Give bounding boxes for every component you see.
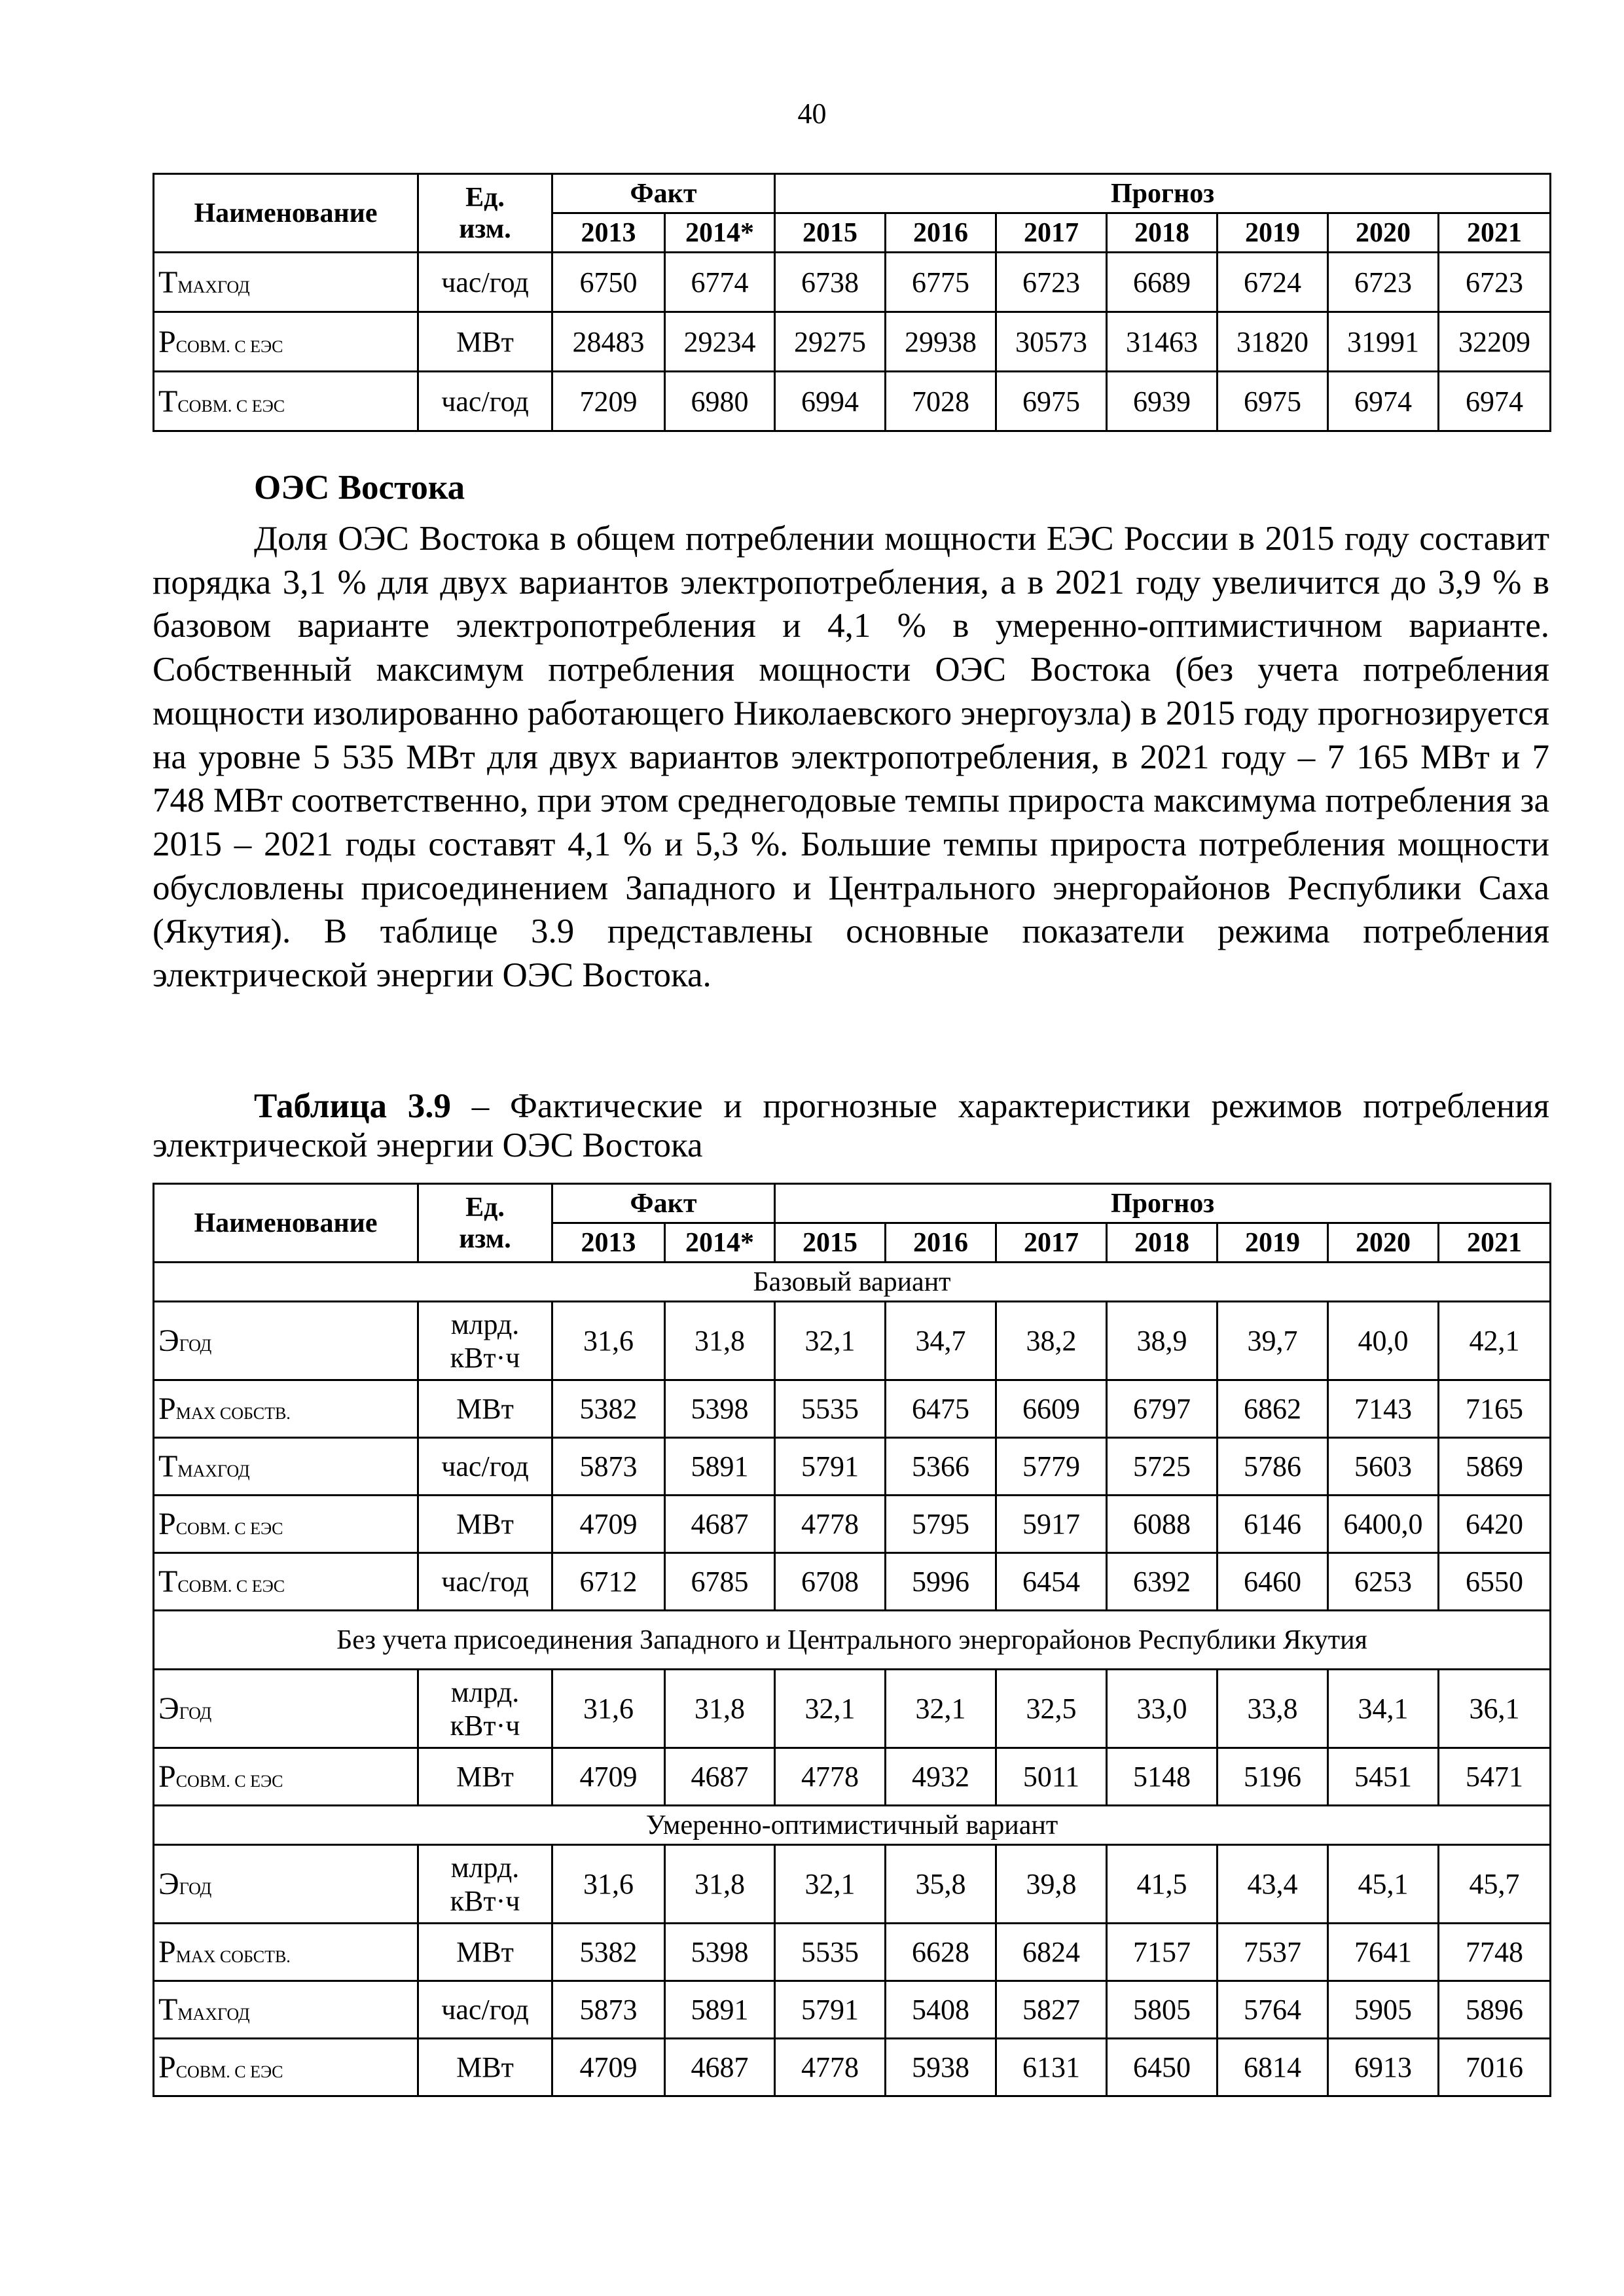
header-year: 2015 xyxy=(775,213,886,253)
header-year: 2016 xyxy=(886,213,996,253)
row-unit-line1: МВт xyxy=(456,1936,514,1968)
value-cell: 6824 xyxy=(996,1924,1107,1981)
value-cell: 5398 xyxy=(665,1924,775,1981)
table-caption-text: – Фактические и прогнозные характеристики режимов потребления электрической энергии ОЭС Востока xyxy=(153,1087,1549,1164)
section-row xyxy=(154,1806,1551,1845)
table-row xyxy=(154,1380,1551,1438)
value-cell: 6400,0 xyxy=(1328,1496,1439,1553)
row-unit-line2: кВт·ч xyxy=(450,1341,520,1374)
header-year: 2014* xyxy=(665,213,775,253)
value-cell: 39,8 xyxy=(996,1845,1107,1924)
table-row xyxy=(154,1553,1551,1611)
value-cell: 5451 xyxy=(1328,1748,1439,1806)
value-cell: 42,1 xyxy=(1439,1302,1551,1380)
value-cell: 31,8 xyxy=(665,1302,775,1380)
value-cell: 7028 xyxy=(886,372,996,431)
value-cell: 32,5 xyxy=(996,1670,1107,1748)
value-cell: 34,7 xyxy=(886,1302,996,1380)
row-indicator xyxy=(154,253,418,312)
value-cell: 5873 xyxy=(552,1438,665,1496)
indicator-symbol: P xyxy=(158,1935,176,1969)
row-unit: час/год xyxy=(418,253,552,312)
value-cell: 31,6 xyxy=(552,1302,665,1380)
indicator-subscript: СОВМ. С ЕЭС xyxy=(177,396,285,416)
value-cell: 6550 xyxy=(1439,1553,1551,1611)
table-row xyxy=(154,1845,1551,1924)
row-unit-line1: МВт xyxy=(456,1761,514,1793)
value-cell: 6913 xyxy=(1328,2039,1439,2096)
section-row xyxy=(154,1263,1551,1302)
header-name: Наименование xyxy=(154,1184,418,1263)
value-cell: 7537 xyxy=(1218,1924,1328,1981)
row-unit xyxy=(418,1380,552,1438)
indicator-symbol: P xyxy=(158,1391,176,1426)
table-row xyxy=(154,372,1551,431)
value-cell: 32,1 xyxy=(775,1302,886,1380)
value-cell: 6738 xyxy=(775,253,886,312)
value-cell: 6420 xyxy=(1439,1496,1551,1553)
section-title: Базовый вариант xyxy=(154,1263,1551,1302)
table-row xyxy=(154,1670,1551,1748)
value-cell: 5938 xyxy=(886,2039,996,2096)
indicator-subscript: СОВМ. С ЕЭС xyxy=(175,2062,283,2081)
header-unit xyxy=(418,1184,552,1263)
table-caption-label: Таблица 3.9 xyxy=(254,1087,452,1125)
value-cell: 5764 xyxy=(1218,1981,1328,2039)
value-cell: 31,6 xyxy=(552,1845,665,1924)
row-indicator xyxy=(154,1924,418,1981)
header-year: 2015 xyxy=(775,1223,886,1263)
table-row xyxy=(154,2039,1551,2096)
value-cell: 5366 xyxy=(886,1438,996,1496)
value-cell: 7157 xyxy=(1107,1924,1218,1981)
header-unit xyxy=(418,174,552,253)
indicator-subscript: МАХГОД xyxy=(177,1462,250,1480)
value-cell: 38,9 xyxy=(1107,1302,1218,1380)
value-cell: 5535 xyxy=(775,1380,886,1438)
table-row xyxy=(154,1438,1551,1496)
header-unit-line2: изм. xyxy=(459,1223,511,1254)
value-cell: 4709 xyxy=(552,2039,665,2096)
row-unit-line1: МВт xyxy=(456,2051,514,2083)
value-cell: 6980 xyxy=(665,372,775,431)
row-unit-line1: МВт xyxy=(456,1393,514,1425)
value-cell: 4687 xyxy=(665,2039,775,2096)
value-cell: 7209 xyxy=(552,372,665,431)
table-row xyxy=(154,1302,1551,1380)
value-cell: 5725 xyxy=(1107,1438,1218,1496)
value-cell: 5996 xyxy=(886,1553,996,1611)
value-cell: 4932 xyxy=(886,1748,996,1806)
value-cell: 31,8 xyxy=(665,1670,775,1748)
value-cell: 6774 xyxy=(665,253,775,312)
value-cell: 6974 xyxy=(1328,372,1439,431)
value-cell: 7165 xyxy=(1439,1380,1551,1438)
value-cell: 32,1 xyxy=(775,1845,886,1924)
value-cell: 5873 xyxy=(552,1981,665,2039)
indicator-symbol: Э xyxy=(158,1323,179,1358)
value-cell: 38,2 xyxy=(996,1302,1107,1380)
row-unit-line1: МВт xyxy=(456,1508,514,1540)
row-unit-line1: млрд. xyxy=(450,1676,520,1708)
indicator-subscript: СОВМ. С ЕЭС xyxy=(175,1519,283,1538)
table-caption xyxy=(153,1086,1549,1165)
value-cell: 32,1 xyxy=(886,1670,996,1748)
row-indicator xyxy=(154,372,418,431)
value-cell: 6131 xyxy=(996,2039,1107,2096)
value-cell: 6775 xyxy=(886,253,996,312)
indicator-symbol: P xyxy=(158,1759,176,1794)
indicator-symbol: T xyxy=(158,384,178,419)
indicator-subscript: СОВМ. С ЕЭС xyxy=(175,336,283,356)
table-row xyxy=(154,1748,1551,1806)
value-cell: 40,0 xyxy=(1328,1302,1439,1380)
value-cell: 6814 xyxy=(1218,2039,1328,2096)
value-cell: 6723 xyxy=(996,253,1107,312)
row-unit-line1: млрд. xyxy=(450,1851,520,1884)
header-forecast: Прогноз xyxy=(775,1184,1551,1223)
page-number: 40 xyxy=(797,98,827,130)
header-year: 2021 xyxy=(1439,1223,1551,1263)
row-unit-line2: кВт·ч xyxy=(450,1709,520,1742)
row-indicator xyxy=(154,1553,418,1611)
header-year: 2018 xyxy=(1107,1223,1218,1263)
value-cell: 5382 xyxy=(552,1380,665,1438)
value-cell: 6724 xyxy=(1218,253,1328,312)
value-cell: 5535 xyxy=(775,1924,886,1981)
row-unit: час/год xyxy=(418,372,552,431)
value-cell: 6708 xyxy=(775,1553,886,1611)
table1-header xyxy=(154,174,1551,253)
value-cell: 31,8 xyxy=(665,1845,775,1924)
table-row xyxy=(154,1496,1551,1553)
value-cell: 6628 xyxy=(886,1924,996,1981)
value-cell: 32,1 xyxy=(775,1670,886,1748)
value-cell: 7016 xyxy=(1439,2039,1551,2096)
value-cell: 6689 xyxy=(1107,253,1218,312)
row-indicator xyxy=(154,1748,418,1806)
header-row-1 xyxy=(154,1184,1551,1223)
value-cell: 5805 xyxy=(1107,1981,1218,2039)
value-cell: 33,0 xyxy=(1107,1670,1218,1748)
value-cell: 6974 xyxy=(1439,372,1551,431)
value-cell: 7143 xyxy=(1328,1380,1439,1438)
value-cell: 4709 xyxy=(552,1748,665,1806)
value-cell: 5791 xyxy=(775,1438,886,1496)
value-cell: 35,8 xyxy=(886,1845,996,1924)
indicator-subscript: ГОД xyxy=(179,1704,212,1723)
value-cell: 6750 xyxy=(552,253,665,312)
value-cell: 5408 xyxy=(886,1981,996,2039)
table-continuation xyxy=(153,173,1551,432)
value-cell: 6785 xyxy=(665,1553,775,1611)
indicator-subscript: МАХГОД xyxy=(177,2005,250,2024)
header-year: 2016 xyxy=(886,1223,996,1263)
indicator-symbol: T xyxy=(158,1449,178,1484)
indicator-subscript: МАХГОД xyxy=(177,277,250,296)
value-cell: 5891 xyxy=(665,1438,775,1496)
indicator-subscript: МАХ СОБСТВ. xyxy=(175,1404,291,1423)
indicator-symbol: T xyxy=(158,264,178,300)
value-cell: 45,7 xyxy=(1439,1845,1551,1924)
row-unit xyxy=(418,1553,552,1611)
header-year: 2021 xyxy=(1439,213,1551,253)
value-cell: 31,6 xyxy=(552,1670,665,1748)
section-title: Умеренно-оптимистичный вариант xyxy=(154,1806,1551,1845)
value-cell: 5896 xyxy=(1439,1981,1551,2039)
body-paragraph: Доля ОЭС Востока в общем потреблении мощности ЕЭС России в 2015 году составит порядка 3,1 % для двух вариантов электропотребления, а в 2021 году увеличится до 3,9 % в базовом варианте электропотребления и 4,1 % в умеренно-оптимистичном варианте. Собственный максимум потребления мощности ОЭС Востока (без учета потребления мощности изолированно работающего Николаевского энергоузла) в 2015 году прогнозируется на уровне 5 535 МВт для двух вариантов электропотребления, в 2021 году – 7 165 МВт и 7 748 МВт соответственно, при этом среднегодовые темпы прироста максимума потребления за 2015 – 2021 годы составят 4,1 % и 5,3 %. Большие темпы прироста потребления мощности обусловлены присоединением Западного и Центрального энергорайонов Республики Саха (Якутия). В таблице 3.9 представлены основные показатели режима потребления электрической энергии ОЭС Востока. xyxy=(153,520,1549,995)
table-3-9 xyxy=(153,1183,1551,2097)
value-cell: 6723 xyxy=(1328,253,1439,312)
value-cell: 6723 xyxy=(1439,253,1551,312)
header-year: 2013 xyxy=(552,1223,665,1263)
header-row-1 xyxy=(154,174,1551,213)
header-year: 2017 xyxy=(996,213,1107,253)
indicator-subscript: ГОД xyxy=(179,1879,212,1898)
indicator-symbol: T xyxy=(158,1992,178,2027)
header-year: 2017 xyxy=(996,1223,1107,1263)
value-cell: 5891 xyxy=(665,1981,775,2039)
row-unit xyxy=(418,1302,552,1380)
value-cell: 6392 xyxy=(1107,1553,1218,1611)
header-year: 2020 xyxy=(1328,1223,1439,1263)
header-year: 2013 xyxy=(552,213,665,253)
row-unit: МВт xyxy=(418,312,552,372)
row-unit xyxy=(418,1438,552,1496)
value-cell: 5869 xyxy=(1439,1438,1551,1496)
row-unit xyxy=(418,1670,552,1748)
header-fact: Факт xyxy=(552,1184,775,1223)
value-cell: 29938 xyxy=(886,312,996,372)
indicator-symbol: Э xyxy=(158,1867,179,1901)
value-cell: 6975 xyxy=(996,372,1107,431)
row-unit xyxy=(418,1845,552,1924)
value-cell: 31991 xyxy=(1328,312,1439,372)
header-forecast: Прогноз xyxy=(775,174,1551,213)
value-cell: 7641 xyxy=(1328,1924,1439,1981)
value-cell: 5779 xyxy=(996,1438,1107,1496)
value-cell: 5791 xyxy=(775,1981,886,2039)
section-title: Без учета присоединения Западного и Центрального энергорайонов Республики Якутия xyxy=(154,1611,1551,1670)
value-cell: 6862 xyxy=(1218,1380,1328,1438)
header-year: 2019 xyxy=(1218,1223,1328,1263)
value-cell: 6712 xyxy=(552,1553,665,1611)
value-cell: 6146 xyxy=(1218,1496,1328,1553)
table-row xyxy=(154,1981,1551,2039)
value-cell: 33,8 xyxy=(1218,1670,1328,1748)
value-cell: 6994 xyxy=(775,372,886,431)
value-cell: 6454 xyxy=(996,1553,1107,1611)
row-indicator xyxy=(154,1380,418,1438)
value-cell: 5603 xyxy=(1328,1438,1439,1496)
value-cell: 5011 xyxy=(996,1748,1107,1806)
section-title: ОЭС Востока xyxy=(254,469,465,507)
value-cell: 4687 xyxy=(665,1748,775,1806)
value-cell: 29234 xyxy=(665,312,775,372)
indicator-symbol: P xyxy=(158,1507,176,1541)
row-unit xyxy=(418,1981,552,2039)
header-fact: Факт xyxy=(552,174,775,213)
table2-body xyxy=(154,1263,1551,2096)
value-cell: 31463 xyxy=(1107,312,1218,372)
value-cell: 32209 xyxy=(1439,312,1551,372)
value-cell: 6939 xyxy=(1107,372,1218,431)
value-cell: 5398 xyxy=(665,1380,775,1438)
row-unit-line1: час/год xyxy=(441,1994,529,2026)
row-indicator xyxy=(154,1981,418,2039)
value-cell: 5905 xyxy=(1328,1981,1439,2039)
header-year: 2019 xyxy=(1218,213,1328,253)
value-cell: 29275 xyxy=(775,312,886,372)
row-indicator xyxy=(154,312,418,372)
header-year: 2020 xyxy=(1328,213,1439,253)
value-cell: 6975 xyxy=(1218,372,1328,431)
header-unit-line1: Ед. xyxy=(465,1192,505,1223)
row-unit-line2: кВт·ч xyxy=(450,1884,520,1917)
table2-header xyxy=(154,1184,1551,1263)
indicator-subscript: СОВМ. С ЕЭС xyxy=(175,1772,283,1791)
row-indicator xyxy=(154,1438,418,1496)
indicator-subscript: СОВМ. С ЕЭС xyxy=(177,1577,285,1596)
value-cell: 6460 xyxy=(1218,1553,1328,1611)
value-cell: 5795 xyxy=(886,1496,996,1553)
row-unit-line1: млрд. xyxy=(450,1308,520,1340)
value-cell: 6797 xyxy=(1107,1380,1218,1438)
value-cell: 36,1 xyxy=(1439,1670,1551,1748)
value-cell: 6253 xyxy=(1328,1553,1439,1611)
value-cell: 5382 xyxy=(552,1924,665,1981)
row-unit xyxy=(418,2039,552,2096)
indicator-subscript: ГОД xyxy=(179,1336,212,1355)
value-cell: 5827 xyxy=(996,1981,1107,2039)
value-cell: 5917 xyxy=(996,1496,1107,1553)
value-cell: 39,7 xyxy=(1218,1302,1328,1380)
indicator-symbol: P xyxy=(158,2050,176,2085)
header-unit-line1: Ед. xyxy=(465,182,505,213)
value-cell: 6475 xyxy=(886,1380,996,1438)
header-year: 2014* xyxy=(665,1223,775,1263)
row-unit-line1: час/год xyxy=(441,1450,529,1482)
value-cell: 5196 xyxy=(1218,1748,1328,1806)
value-cell: 6088 xyxy=(1107,1496,1218,1553)
indicator-symbol: T xyxy=(158,1564,178,1599)
row-unit xyxy=(418,1496,552,1553)
value-cell: 41,5 xyxy=(1107,1845,1218,1924)
table-row xyxy=(154,1924,1551,1981)
row-unit xyxy=(418,1924,552,1981)
row-unit-line1: час/год xyxy=(441,1566,529,1598)
value-cell: 31820 xyxy=(1218,312,1328,372)
value-cell: 4778 xyxy=(775,1496,886,1553)
row-indicator xyxy=(154,1845,418,1924)
value-cell: 5786 xyxy=(1218,1438,1328,1496)
row-indicator xyxy=(154,1670,418,1748)
row-indicator xyxy=(154,2039,418,2096)
value-cell: 5148 xyxy=(1107,1748,1218,1806)
row-indicator xyxy=(154,1302,418,1380)
row-unit xyxy=(418,1748,552,1806)
value-cell: 43,4 xyxy=(1218,1845,1328,1924)
header-unit-line2: изм. xyxy=(459,213,511,244)
value-cell: 28483 xyxy=(552,312,665,372)
value-cell: 30573 xyxy=(996,312,1107,372)
section-row xyxy=(154,1611,1551,1670)
table-row xyxy=(154,253,1551,312)
header-name: Наименование xyxy=(154,174,418,253)
value-cell: 6609 xyxy=(996,1380,1107,1438)
value-cell: 4709 xyxy=(552,1496,665,1553)
value-cell: 4687 xyxy=(665,1496,775,1553)
indicator-subscript: МАХ СОБСТВ. xyxy=(175,1947,291,1966)
value-cell: 7748 xyxy=(1439,1924,1551,1981)
value-cell: 34,1 xyxy=(1328,1670,1439,1748)
row-indicator xyxy=(154,1496,418,1553)
header-year: 2018 xyxy=(1107,213,1218,253)
table-row xyxy=(154,312,1551,372)
value-cell: 45,1 xyxy=(1328,1845,1439,1924)
indicator-symbol: P xyxy=(158,324,176,359)
indicator-symbol: Э xyxy=(158,1691,179,1726)
value-cell: 4778 xyxy=(775,2039,886,2096)
value-cell: 5471 xyxy=(1439,1748,1551,1806)
value-cell: 6450 xyxy=(1107,2039,1218,2096)
value-cell: 4778 xyxy=(775,1748,886,1806)
table1-body xyxy=(154,253,1551,431)
